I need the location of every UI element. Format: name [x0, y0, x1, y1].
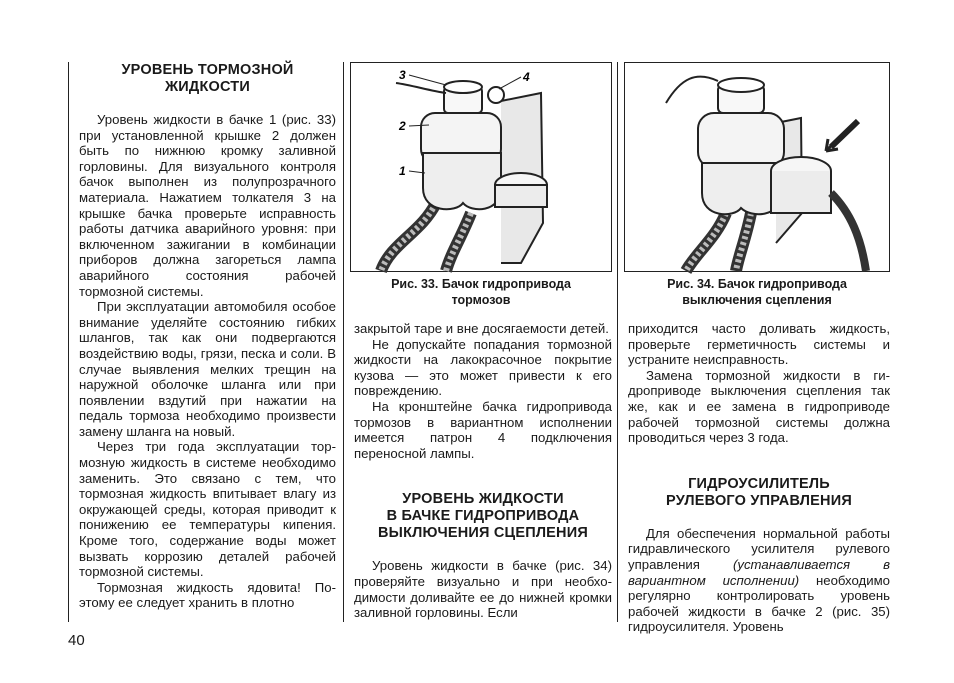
paragraph: Через три года эксплуатации тормозную жидкость в системе необходимо заменить. Это связано с тем, что тормозная жидкость впитывает влагу из окружающей среды, которая приводит к понижению ее температуры кипения. Кроме того, содержание воды может вызвать коррозию деталей рабочей тормозной системы.: [79, 439, 336, 580]
column-2: [343, 62, 612, 622]
clutch-reservoir-illustration: [625, 63, 889, 271]
figure-34-caption: Рис. 34. Бачок гидропривода выключения сцепления: [667, 277, 847, 307]
figure-33-caption: Рис. 33. Бачок гидропривода тормозов: [391, 277, 571, 307]
paragraph: Замена тормозной жидкости в гидроприводе выключения сцепления так же, как и ее замена в гидроприводе рабочей тормозной системы должна проводиться через 3 года.: [628, 367, 890, 446]
figure-33-brake-reservoir: [350, 62, 612, 272]
section-title-clutch-fluid: УРОВЕНЬ ЖИДКОСТИ В БАЧКЕ ГИДРОПРИВОДА ВЫКЛЮЧЕНИЯ СЦЕПЛЕНИЯ: [378, 491, 588, 542]
paragraph: Уровень жидкости в бачке (рис. 34) проверяйте визуально и при необходимости доливайте ее до нижней кромки заливной горловины. Если: [354, 558, 612, 621]
fig-label-4: 4: [523, 70, 530, 84]
brake-reservoir-illustration: [351, 63, 611, 271]
paragraph: На кронштейне бачка гидропривода тормозов в вариантном исполнении имеется патрон 4 подключения переносной лампы.: [354, 398, 612, 461]
paragraph: Тормозная жидкость ядовита! Поэтому ее следует хранить в плотно: [79, 579, 336, 611]
paragraph: Уровень жидкости в бачке 1 (рис. 33) при установленной крышке 2 должен быть по нижнюю кромку заливной горловины. Для визуального контроля бачок выполнен из полупрозрачного материала. Нажатием толкателя 3 на крышке бачка проверьте исправность работы датчика аварийного уровня: при включенном зажигании в комбинации приборов должна загореться лампа аварийного состояния рабочей тормозной системы.: [79, 112, 336, 299]
figure-34-clutch-reservoir: [624, 62, 890, 272]
paragraph: При эксплуатации автомобиля особое внимание уделяйте состоянию гибких шлангов, так как они подвергаются воздействию воды, грязи, песка и соли. В случае выявления мелких трещин на наружной оболочке шланга или при появлении вздутий при нажатии на педаль тормоза необходимо произвести замену шланга на новый.: [79, 299, 336, 439]
paragraph: закрытой таре и вне досягаемости детей.: [354, 321, 609, 336]
fig-label-2: 2: [399, 119, 406, 133]
column-3: [617, 62, 891, 635]
fig-label-3: 3: [399, 68, 406, 82]
fig-label-1: 1: [399, 164, 406, 178]
paragraph: Не допускайте попадания тормозной жидкости на лакокрасочное покрытие кузова — это может привести к его повреждению.: [354, 336, 612, 399]
column-1: [68, 62, 336, 622]
section-title-power-steering: ГИДРОУСИЛИТЕЛЬ РУЛЕВОГО УПРАВЛЕНИЯ: [666, 475, 852, 509]
paragraph: приходится часто доливать жидкость, проверьте герметичность системы и устраните неисправность.: [628, 321, 890, 368]
section-title-brake-fluid: УРОВЕНЬ ТОРМОЗНОЙ ЖИДКОСТИ: [121, 62, 294, 95]
paragraph: Для обеспечения нормальной работы гидравлического усилителя рулевого управления (устанавливается в вариантном исполнении) необходимо регулярно контролировать уровень рабочей жидкости в бачке 2 (рис. 35) гидроусилителя. Уровень: [628, 525, 891, 635]
page-number: 40: [68, 632, 85, 649]
